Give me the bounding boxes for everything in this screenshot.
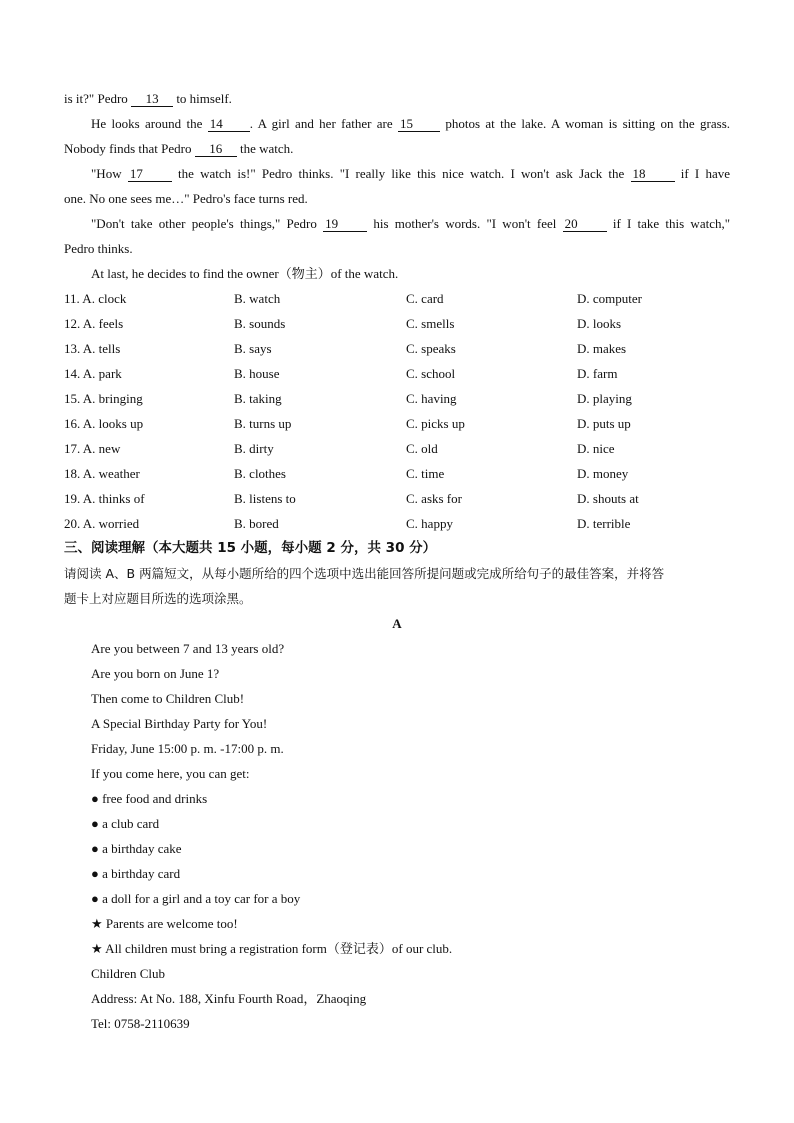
passage-line: Are you between 7 and 13 years old? bbox=[91, 641, 285, 656]
option-d: D. looks bbox=[577, 316, 622, 331]
option-d: D. nice bbox=[577, 441, 615, 456]
story-line-5: one. No one sees me…" Pedro's face turns red. bbox=[64, 191, 308, 206]
story-line-4: "How 17 the watch is!" Pedro thinks. "I really like this nice watch. I won't ask Jack the 18 if I have bbox=[91, 166, 730, 181]
option-a: 13. A. tells bbox=[64, 341, 121, 356]
star-note: ★ All children must bring a registration form（登记表）of our club. bbox=[91, 941, 453, 956]
blank-20: 20 bbox=[563, 217, 607, 232]
option-c: C. speaks bbox=[406, 341, 456, 356]
option-d: D. playing bbox=[577, 391, 632, 406]
blank-18: 18 bbox=[631, 167, 675, 182]
option-a: 11. A. clock bbox=[64, 291, 127, 306]
option-c: C. picks up bbox=[406, 416, 465, 431]
option-b: B. says bbox=[234, 341, 272, 356]
blank-16: 16 bbox=[195, 142, 237, 157]
option-b: B. listens to bbox=[234, 491, 296, 506]
passage-label: A bbox=[392, 616, 402, 631]
story-line-7: Pedro thinks. bbox=[64, 241, 133, 256]
passage-line: Then come to Children Club! bbox=[91, 691, 245, 706]
bullet-item: ● a birthday cake bbox=[91, 841, 182, 856]
option-d: D. computer bbox=[577, 291, 642, 306]
option-a: 16. A. looks up bbox=[64, 416, 144, 431]
bullet-item: ● a doll for a girl and a toy car for a boy bbox=[91, 891, 301, 906]
option-b: B. house bbox=[234, 366, 280, 381]
option-d: D. puts up bbox=[577, 416, 631, 431]
option-b: B. dirty bbox=[234, 441, 274, 456]
option-a: 18. A. weather bbox=[64, 466, 140, 481]
option-c: C. smells bbox=[406, 316, 455, 331]
option-a: 17. A. new bbox=[64, 441, 121, 456]
section-instructions-line-1: 请阅读 A、B 两篇短文，从每小题所给的四个选项中选出能回答所提问题或完成所给句子的最佳答案，并将答 bbox=[64, 566, 665, 581]
option-c: C. time bbox=[406, 466, 445, 481]
option-a: 14. A. park bbox=[64, 366, 122, 381]
option-d: D. shouts at bbox=[577, 491, 639, 506]
passage-line: Friday, June 15:00 p. m. -17:00 p. m. bbox=[91, 741, 284, 756]
passage-line: A Special Birthday Party for You! bbox=[91, 716, 268, 731]
bullet-item: ● a birthday card bbox=[91, 866, 181, 881]
option-c: C. having bbox=[406, 391, 457, 406]
option-a: 15. A. bringing bbox=[64, 391, 143, 406]
option-a: 12. A. feels bbox=[64, 316, 124, 331]
option-a: 20. A. worried bbox=[64, 516, 140, 531]
phone-line: Tel: 0758-2110639 bbox=[91, 1016, 190, 1031]
option-d: D. money bbox=[577, 466, 629, 481]
option-c: C. old bbox=[406, 441, 438, 456]
blank-19: 19 bbox=[323, 217, 367, 232]
passage-line: Children Club bbox=[91, 966, 166, 981]
story-line-3: Nobody finds that Pedro 16 the watch. bbox=[64, 141, 294, 156]
section-heading: 三、阅读理解（本大题共 15 小题，每小题 2 分，共 30 分） bbox=[64, 540, 437, 556]
option-d: D. terrible bbox=[577, 516, 631, 531]
story-line-1: is it?" Pedro 13 to himself. bbox=[64, 91, 232, 106]
option-d: D. farm bbox=[577, 366, 618, 381]
bullet-item: ● a club card bbox=[91, 816, 160, 831]
star-note: ★ Parents are welcome too! bbox=[91, 916, 238, 931]
option-a: 19. A. thinks of bbox=[64, 491, 145, 506]
option-c: C. card bbox=[406, 291, 444, 306]
option-c: C. school bbox=[406, 366, 456, 381]
option-b: B. clothes bbox=[234, 466, 286, 481]
section-instructions-line-2: 题卡上对应题目所选的选项涂黑。 bbox=[64, 591, 252, 606]
address-line: Address: At No. 188, Xinfu Fourth Road，Zhaoqing bbox=[91, 991, 367, 1006]
story-line-6: "Don't take other people's things," Pedro 19 his mother's words. "I won't feel 20 if I take this watch," bbox=[91, 216, 730, 231]
story-line-8: At last, he decides to find the owner（物主）of the watch. bbox=[91, 266, 399, 281]
bullet-item: ● free food and drinks bbox=[91, 791, 208, 806]
passage-line: Are you born on June 1? bbox=[91, 666, 220, 681]
option-d: D. makes bbox=[577, 341, 627, 356]
option-b: B. watch bbox=[234, 291, 281, 306]
option-c: C. happy bbox=[406, 516, 453, 531]
option-c: C. asks for bbox=[406, 491, 462, 506]
option-b: B. taking bbox=[234, 391, 282, 406]
blank-14: 14 bbox=[208, 117, 250, 132]
blank-17: 17 bbox=[128, 167, 172, 182]
option-b: B. turns up bbox=[234, 416, 292, 431]
blank-15: 15 bbox=[398, 117, 440, 132]
story-line-2: He looks around the 14 . A girl and her father are 15 photos at the lake. A woman is sitting on the grass. bbox=[91, 116, 730, 131]
blank-13: 13 bbox=[131, 92, 173, 107]
option-b: B. sounds bbox=[234, 316, 286, 331]
option-b: B. bored bbox=[234, 516, 279, 531]
passage-line: If you come here, you can get: bbox=[91, 766, 250, 781]
